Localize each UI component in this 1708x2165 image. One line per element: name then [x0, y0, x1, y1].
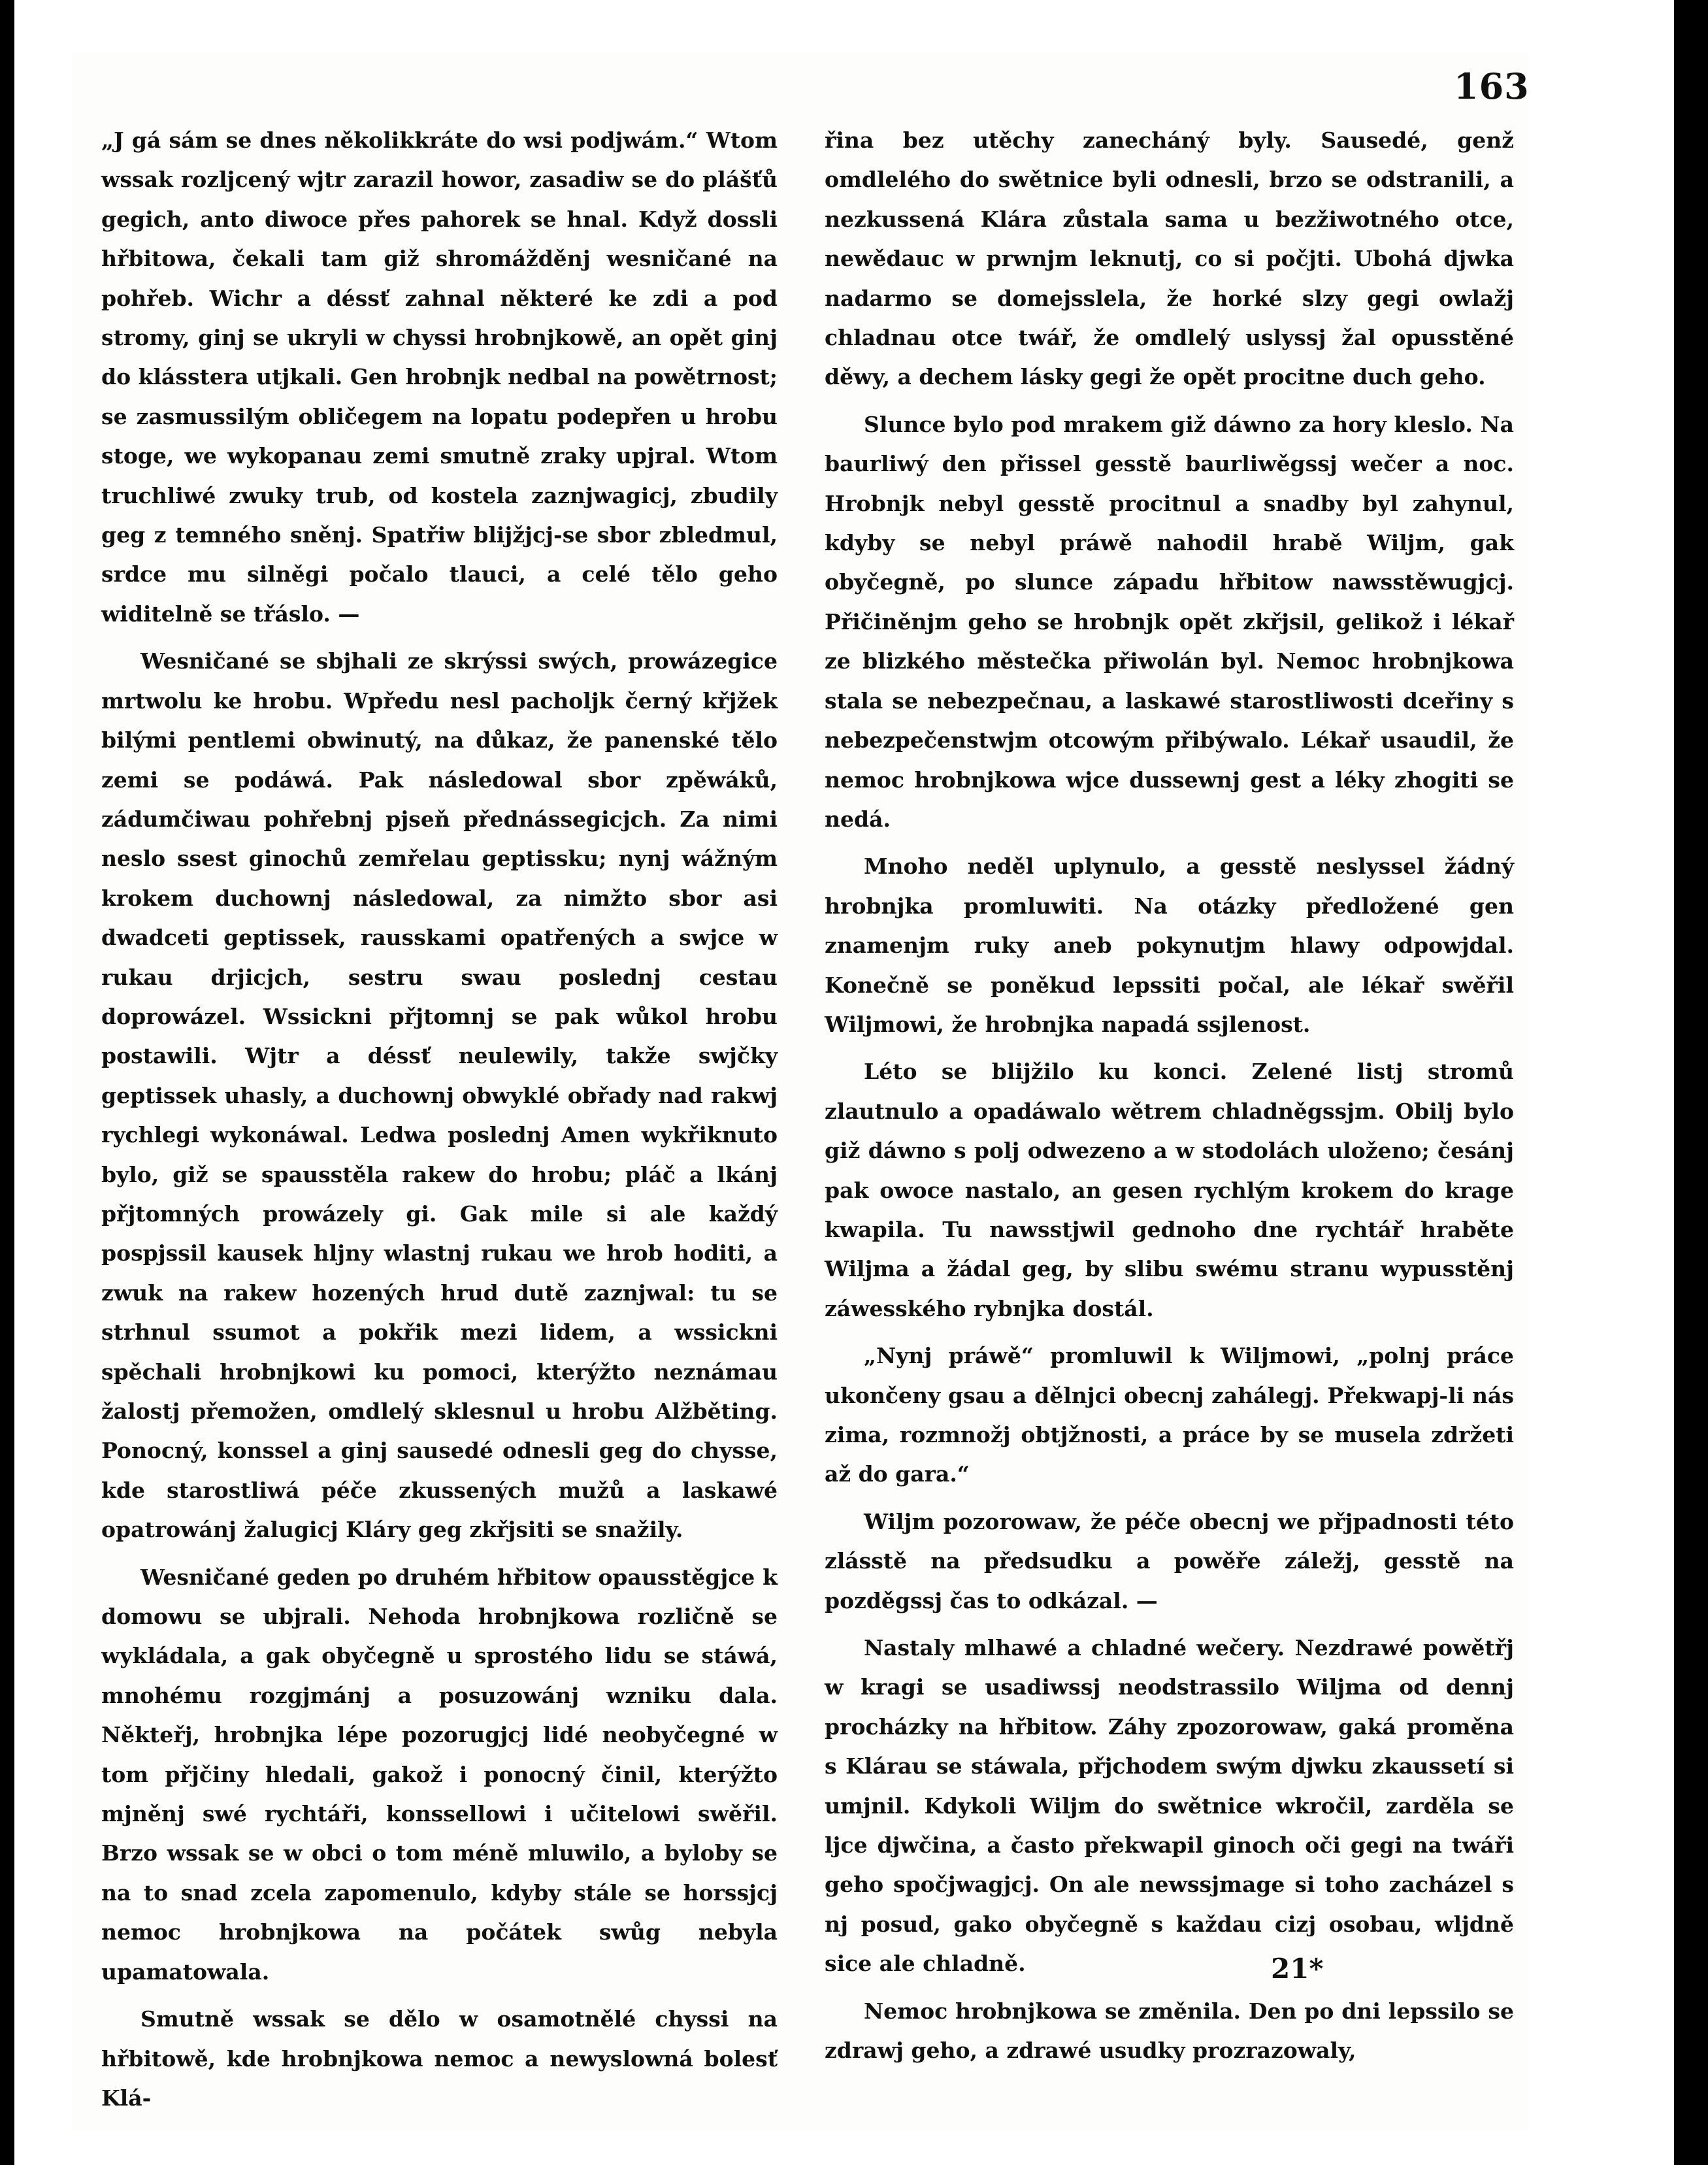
scan-border-right: [1674, 0, 1708, 2165]
paragraph: Slunce bylo pod mrakem giž dáwno za hory kleslo. Na baurliwý den přissel gesstě baurliwěgssj wečer a noc. Hrobnjk nebyl gesstě procitnul a snadby byl zahynul, kdyby se nebyl práwě nahodil hrabě Wiljm, gak obyčegně, po slunce západu hřbitow nawsstěwugjcj. Přičiněnjm geho se hrobnjk opět zkřjsil, gelikož i lékař ze blizkého městečka přiwolán byl. Nemoc hrobnjkowa stala se nebezpečnau, a laskawé starostliwosti dceřiny s nebezpečenstwjm otcowým přibýwalo. Lékař usaudil, že nemoc hrobnjkowa wjce dussewnj gest a léky zhogiti se nedá.: [825, 411, 1514, 832]
paragraph: Wiljm pozorowaw, že péče obecnj we přjpadnosti této zlásstě na předsudku a powěře záležj, gesstě na pozděgssj čas to odkázal. —: [825, 1508, 1514, 1613]
paragraph: „J gá sám se dnes několikkráte do wsi podjwám.“ Wtom wssak rozljcený wjtr zarazil howor, zasadiw se do plášťů gegich, anto diwoce přes pahorek se hnal. Když dossli hřbitowa, čekali tam giž shromážděnj wesničané na pohřeb. Wichr a déssť zahnal některé ke zdi a pod stromy, ginj se ukryli w chyssi hrobnjkowě, an opět ginj do klásstera utjkali. Gen hrobnjk nedbal na powětrnost; se zasmussilým obličegem na lopatu podepřen u hrobu stoge, we wykopanau zemi smutně zraky upjral. Wtom truchliwé zwuky trub, od kostela zaznjwagicj, zbudily geg z temného sněnj. Spatřiw blijžjcj-se sbor zbledmul, srdce mu silněgi počalo tlauci, a celé tělo geho widitelně se třáslo. —: [101, 127, 778, 627]
paragraph: Léto se blijžilo ku konci. Zelené listj stromů zlautnulo a opadáwalo wětrem chladněgssjm. Obilj bylo giž dáwno s polj odwezeno a w stodolách uloženo; česánj pak owoce nastalo, an gesen rychlým krokem do krage kwapila. Tu nawsstjwil gednoho dne rychtář hraběte Wiljma a žádal geg, by slibu swému stranu wypusstěnj záwesského rybnjka dostál.: [825, 1059, 1514, 1321]
paragraph: řina bez utěchy zanecháný byly. Sausedé, genž omdlelého do swětnice byli odnesli, brzo se odstranili, a nezkussená Klára zůstala sama u bezžiwotného otce, newědauc w prwnjm leknutj, co si počjti. Ubohá djwka nadarmo se domejsslela, že horké slzy gegi owlažj chladnau otce twář, že omdlelý uslyssj žal opusstěné děwy, a dechem lásky gegi že opět procitne duch geho.: [825, 127, 1514, 390]
text-column-left: [101, 121, 778, 2118]
paragraph: Mnoho neděl uplynulo, a gesstě neslyssel žádný hrobnjka promluwiti. Na otázky předložené gen znamenjm ruky aneb pokynutjm hlawy odpowjdal. Konečně se poněkud lepssiti počal, ale lékař swěřil Wiljmowi, že hrobnjka napadá ssjlenost.: [825, 853, 1514, 1037]
signature-mark: 21*: [1271, 1953, 1324, 1985]
paragraph: Wesničané se sbjhali ze skrýssi swých, prowázegice mrtwolu ke hrobu. Wpředu nesl pacholjk černý křjžek bilými pentlemi obwinutý, na důkaz, že panenské tělo zemi se podáwá. Pak následowal sbor zpěwáků, zádumčiwau pohřebnj pjseň přednássegicjch. Za nimi neslo ssest ginochů zemřelau geptissku; nynj wážným krokem duchownj následowal, za nimžto sbor asi dwadceti geptissek, rausskami opatřených a swjce w rukau drjicjch, sestru swau poslednj cestau doprowázel. Wssickni přjtomnj se pak wůkol hrobu postawili. Wjtr a déssť neulewily, takže swjčky geptissek uhasly, a duchownj obwyklé obřady nad rakwj rychlegi wykonáwal. Ledwa poslednj Amen wykřiknuto bylo, giž se spausstěla rakew do hrobu; pláč a lkánj přjtomných prowázely gi. Gak mile si ale každý pospjssil kausek hljny wlastnj rukau we hrob hoditi, a zwuk na rakew hozených hrud dutě zaznjwal: tu se strhnul ssumot a pokřik mezi lidem, a wssickni spěchali hrobnjkowi ku pomoci, kterýžto neznámau žalostj přemožen, omdlelý sklesnul u hrobu Alžběting. Ponocný, konssel a ginj sausedé odnesli geg do chysse, kde starostliwá péče zkussených mužů a laskawé opatrowánj žalugicj Kláry geg zkřjsiti se snažily.: [101, 648, 778, 1543]
paragraph: Smutně wssak se dělo w osamotnělé chyssi na hřbitowě, kde hrobnjkowa nemoc a newyslowná bolesť Klá-: [101, 2006, 778, 2111]
paragraph: Nastaly mlhawé a chladné wečery. Nezdrawé powětřj w kragi se usadiwssj neodstrassilo Wiljma od dennj procházky na hřbitow. Záhy zpozorowaw, gaká proměna s Klárau se stáwala, přjchodem swým djwku zkaussetí si umjnil. Kdykoli Wiljm do swětnice wkročil, zarděla se ljce djwčina, a často překwapil ginoch oči gegi na twáři geho spočjwagjcj. On ale newssjmage si toho zacházel s nj posud, gako obyčegně s každau cizj osobau, wljdně sice ale chladně.: [825, 1635, 1514, 1977]
scan-border-left: [0, 0, 14, 2165]
text-column-right: [825, 121, 1514, 2071]
paragraph: Nemoc hrobnjkowa se změnila. Den po dni lepssilo se zdrawj geho, a zdrawé usudky prozrazowaly,: [825, 1998, 1514, 2064]
paragraph: „Nynj práwě“ promluwil k Wiljmowi, „polnj práce ukončeny gsau a dělnjci obecnj zahálegj. Překwapj-li nás zima, rozmnožj obtjžnosti, a práce by se musela zdržeti až do gara.“: [825, 1343, 1514, 1487]
paragraph: Wesničané geden po druhém hřbitow opausstěgjce k domowu se ubjrali. Nehoda hrobnjkowa rozličně se wykládala, a gak obyčegně u sprostého lidu se stáwá, mnohému rozgjmánj a posuzowánj wzniku dala. Někteřj, hrobnjka lépe pozorugjcj lidé neobyčegné w tom přjčiny hledali, gakož i ponocný činil, kterýžto mjněnj swé rychtáři, konssellowi i učitelowi swěřil. Brzo wssak se w obci o tom méně mluwilo, a byloby se na to snad zcela zapomenulo, kdyby stále se horssjcj nemoc hrobnjkowa na počátek swůg nebyla upamatowala.: [101, 1564, 778, 1985]
page-number: 163: [1454, 65, 1530, 107]
